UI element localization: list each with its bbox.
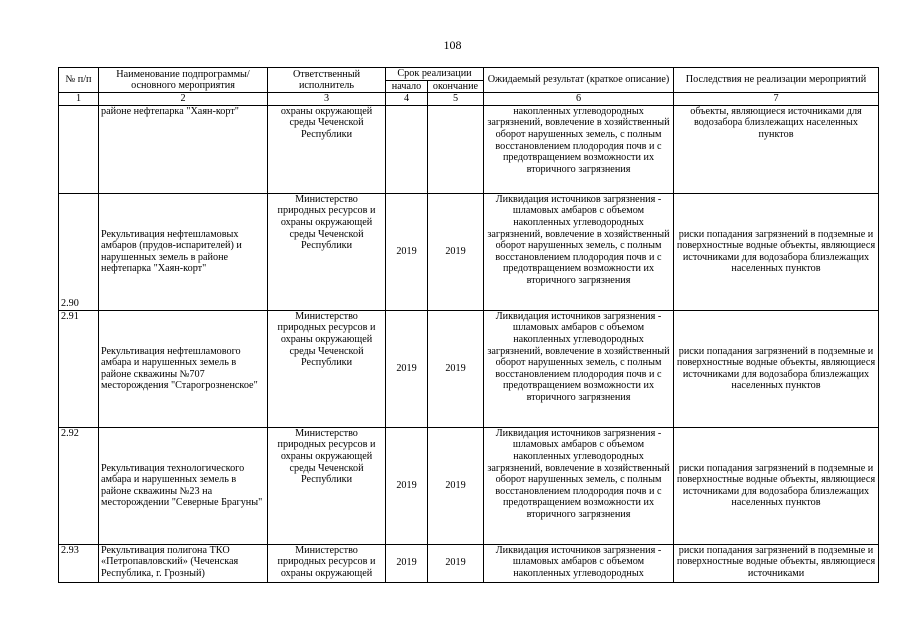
row-executor: Министерство природных ресурсов и охраны окружающей среды Чеченской Республики xyxy=(268,427,386,544)
row-name: Рекультивация нефтешламовых амбаров (прудов-испарителей) и нарушенных земель в районе нефтепарка "Хаян-корт" xyxy=(99,193,268,310)
row-number: 2.93 xyxy=(59,544,99,582)
column-number: 7 xyxy=(674,93,879,106)
table-row xyxy=(59,427,879,544)
row-number: 2.92 xyxy=(59,427,99,544)
row-name: Рекультивация полигона ТКО «Петропавловский» (Чеченская Республика, г. Грозный) xyxy=(99,544,268,582)
row-consequences: объекты, являющиеся источниками для водозабора близлежащих населенных пунктов xyxy=(674,105,879,193)
header-consequences: Последствия не реализации мероприятий xyxy=(674,68,879,93)
row-number: 2.90 xyxy=(59,193,99,310)
column-number: 2 xyxy=(99,93,268,106)
row-end: 2019 xyxy=(428,310,484,427)
row-end xyxy=(428,105,484,193)
row-end: 2019 xyxy=(428,544,484,582)
header-row xyxy=(59,68,879,81)
header-result: Ожидаемый результат (краткое описание) xyxy=(484,68,674,93)
row-consequences: риски попадания загрязнений в подземные и поверхностные водные объекты, являющиеся источниками для водозабора близлежащих населенных пунктов xyxy=(674,193,879,310)
header-name: Наименование подпрограммы/ основного мероприятия xyxy=(99,68,268,93)
row-end: 2019 xyxy=(428,427,484,544)
row-consequences: риски попадания загрязнений в подземные и поверхностные водные объекты, являющиеся источниками для водозабора близлежащих населенных пунктов xyxy=(674,310,879,427)
row-result: накопленных углеводородных загрязнений, вовлечение в хозяйственный оборот нарушенных земель, с полным восстановлением плодородия почв и с предотвращением возможности их вторичного загрязнения xyxy=(484,105,674,193)
column-numbers-row xyxy=(59,93,879,106)
table-row xyxy=(59,310,879,427)
table-row xyxy=(59,193,879,310)
row-number: 2.91 xyxy=(59,310,99,427)
column-number: 4 xyxy=(386,93,428,106)
header-executor: Ответственный исполнитель xyxy=(268,68,386,93)
column-number: 3 xyxy=(268,93,386,106)
row-number xyxy=(59,105,99,193)
row-executor: Министерство природных ресурсов и охраны окружающей среды Чеченской Республики xyxy=(268,193,386,310)
row-start: 2019 xyxy=(386,427,428,544)
row-name: Рекультивация технологического амбара и нарушенных земель в районе скважины №23 на месторождении "Северные Брагуны" xyxy=(99,427,268,544)
row-executor: Министерство природных ресурсов и охраны окружающей среды Чеченской Республики xyxy=(268,310,386,427)
program-table xyxy=(58,67,879,583)
header-end: окончание xyxy=(428,80,484,93)
row-start: 2019 xyxy=(386,193,428,310)
row-result: Ликвидация источников загрязнения - шламовых амбаров с объемом накопленных углеводородных загрязнений, вовлечение в хозяйственный оборот нарушенных земель, с полным восстановлением плодородия почв и с предотвращением возможности их вторичного загрязнения xyxy=(484,310,674,427)
header-period: Срок реализации xyxy=(386,68,484,81)
row-name: районе нефтепарка "Хаян-корт" xyxy=(99,105,268,193)
row-result: Ликвидация источников загрязнения - шламовых амбаров с объемом накопленных углеводородных загрязнений, вовлечение в хозяйственный оборот нарушенных земель, с полным восстановлением плодородия почв и с предотвращением возможности их вторичного загрязнения xyxy=(484,427,674,544)
row-executor: Министерство природных ресурсов и охраны окружающей xyxy=(268,544,386,582)
row-start: 2019 xyxy=(386,544,428,582)
row-result: Ликвидация источников загрязнения - шламовых амбаров с объемом накопленных углеводородных загрязнений, вовлечение в хозяйственный оборот нарушенных земель, с полным восстановлением плодородия почв и с предотвращением возможности их вторичного загрязнения xyxy=(484,193,674,310)
header-start: начало xyxy=(386,80,428,93)
table-row xyxy=(59,544,879,582)
row-name: Рекультивация нефтешламового амбара и нарушенных земель в районе скважины №707 месторождения "Старогрозненское" xyxy=(99,310,268,427)
column-number: 5 xyxy=(428,93,484,106)
row-start: 2019 xyxy=(386,310,428,427)
row-end: 2019 xyxy=(428,193,484,310)
row-consequences: риски попадания загрязнений в подземные и поверхностные водные объекты, являющиеся источниками для водозабора близлежащих населенных пунктов xyxy=(674,427,879,544)
row-consequences: риски попадания загрязнений в подземные и поверхностные водные объекты, являющиеся источниками xyxy=(674,544,879,582)
page-number: 108 xyxy=(443,38,462,52)
column-number: 6 xyxy=(484,93,674,106)
column-number: 1 xyxy=(59,93,99,106)
header-num: № п/п xyxy=(59,68,99,93)
row-start xyxy=(386,105,428,193)
row-executor: охраны окружающей среды Чеченской Республики xyxy=(268,105,386,193)
row-result: Ликвидация источников загрязнения - шламовых амбаров с объемом накопленных углеводородных xyxy=(484,544,674,582)
table-row xyxy=(59,105,879,193)
